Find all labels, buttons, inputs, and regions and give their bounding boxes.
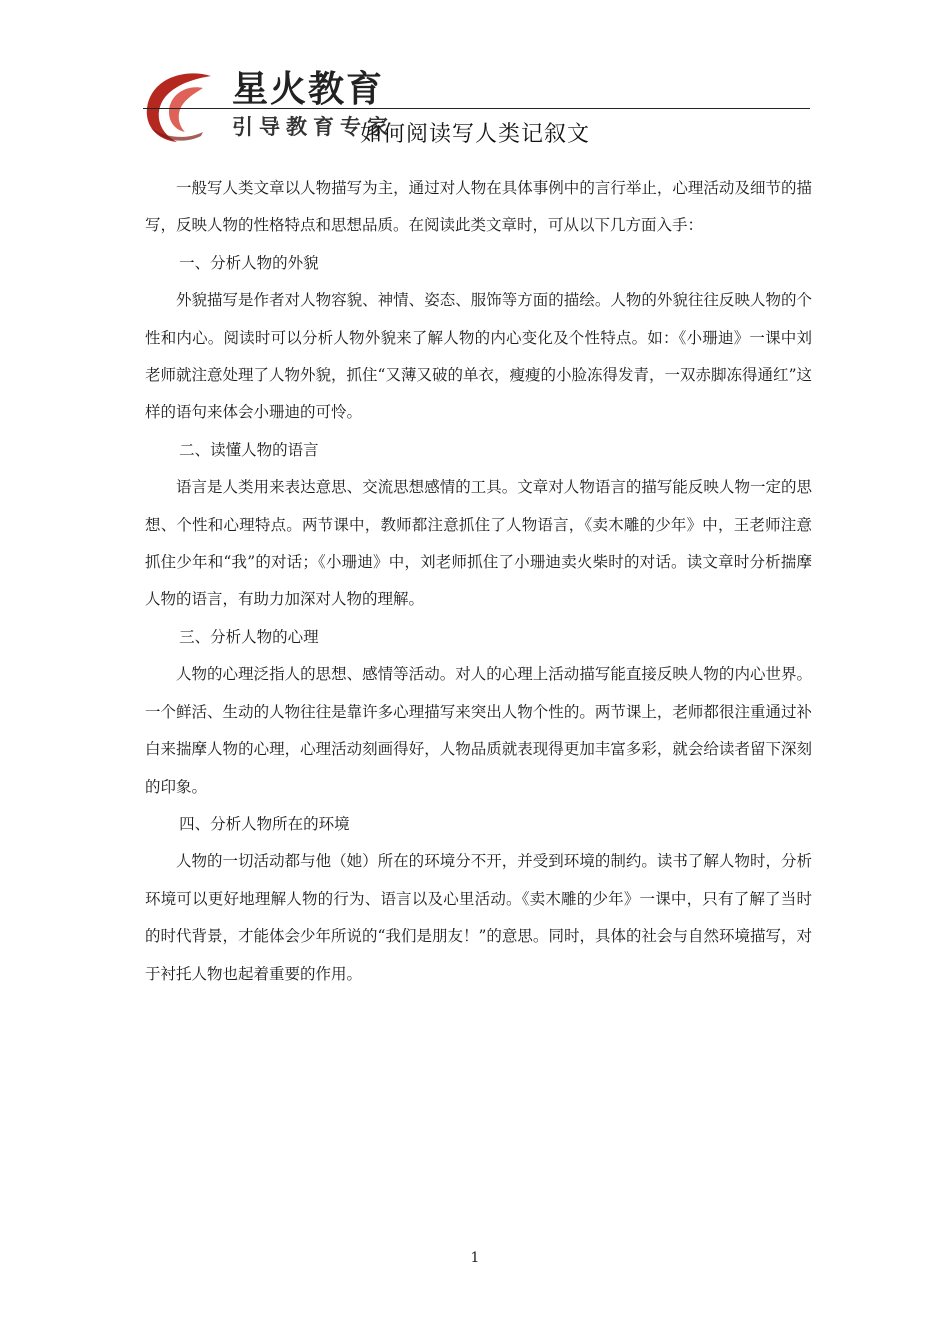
intro-paragraph: 一般写人类文章以人物描写为主，通过对人物在具体事例中的言行举止，心理活动及细节的描写，反映人物的性格特点和思想品质。在阅读此类文章时，可从以下几方面入手： [145, 179, 812, 235]
appearance-paragraph: 外貌描写是作者对人物容貌、神情、姿态、服饰等方面的描绘。人物的外貌往往反映人物的个性和内心。阅读时可以分析人物外貌来了解人物的内心变化及个性特点。如：《小珊迪》一课中刘老师就注意处理了人物外貌，抓住“又薄又破的单衣，瘦瘦的小脸冻得发青，一双赤脚冻得通红”这样的语句来体会小珊迪的可怜。 [145, 291, 812, 422]
page-number: 1 [470, 1250, 480, 1266]
psychology-paragraph: 人物的心理泛指人的思想、感情等活动。对人的心理上活动描写能直接反映人物的内心世界。一个鲜活、生动的人物往往是靠许多心理描写来突出人物个性的。两节课上，老师都很注重通过补白来揣摩人物的心理，心理活动刻画得好，人物品质就表现得更加丰富多彩，就会给读者留下深刻的印象。 [145, 665, 812, 796]
section-heading-language: 二、读懂人物的语言 [179, 440, 319, 459]
section-heading-appearance: 一、分析人物的外貌 [179, 253, 319, 272]
document-body [145, 170, 812, 993]
language-paragraph: 语言是人类用来表达意思、交流思想感情的工具。文章对人物语言的描写能反映人物一定的思想、个性和心理特点。两节课中，教师都注意抓住了人物语言，《卖木雕的少年》中，王老师注意抓住少年和“我”的对话；《小珊迪》中，刘老师抓住了小珊迪卖火柴时的对话。读文章时分析揣摩人物的语言，有助力加深对人物的理解。 [145, 478, 812, 609]
environment-paragraph: 人物的一切活动都与他（她）所在的环境分不开，并受到环境的制约。读书了解人物时，分析环境可以更好地理解人物的行为、语言以及心里活动。《卖木雕的少年》一课中，只有了解了当时的时代背景，才能体会少年所说的“我们是朋友！”的意思。同时，具体的社会与自然环境描写，对于衬托人物也起着重要的作用。 [145, 852, 812, 983]
section-heading-psychology: 三、分析人物的心理 [179, 627, 319, 646]
document-title: 如何阅读写人类记叙文 [359, 122, 590, 147]
brand-slogan: 引导教育专家 [232, 115, 394, 139]
brand-name: 星火教育 [232, 69, 385, 110]
header-divider [143, 108, 810, 109]
section-heading-environment: 四、分析人物所在的环境 [179, 814, 350, 833]
